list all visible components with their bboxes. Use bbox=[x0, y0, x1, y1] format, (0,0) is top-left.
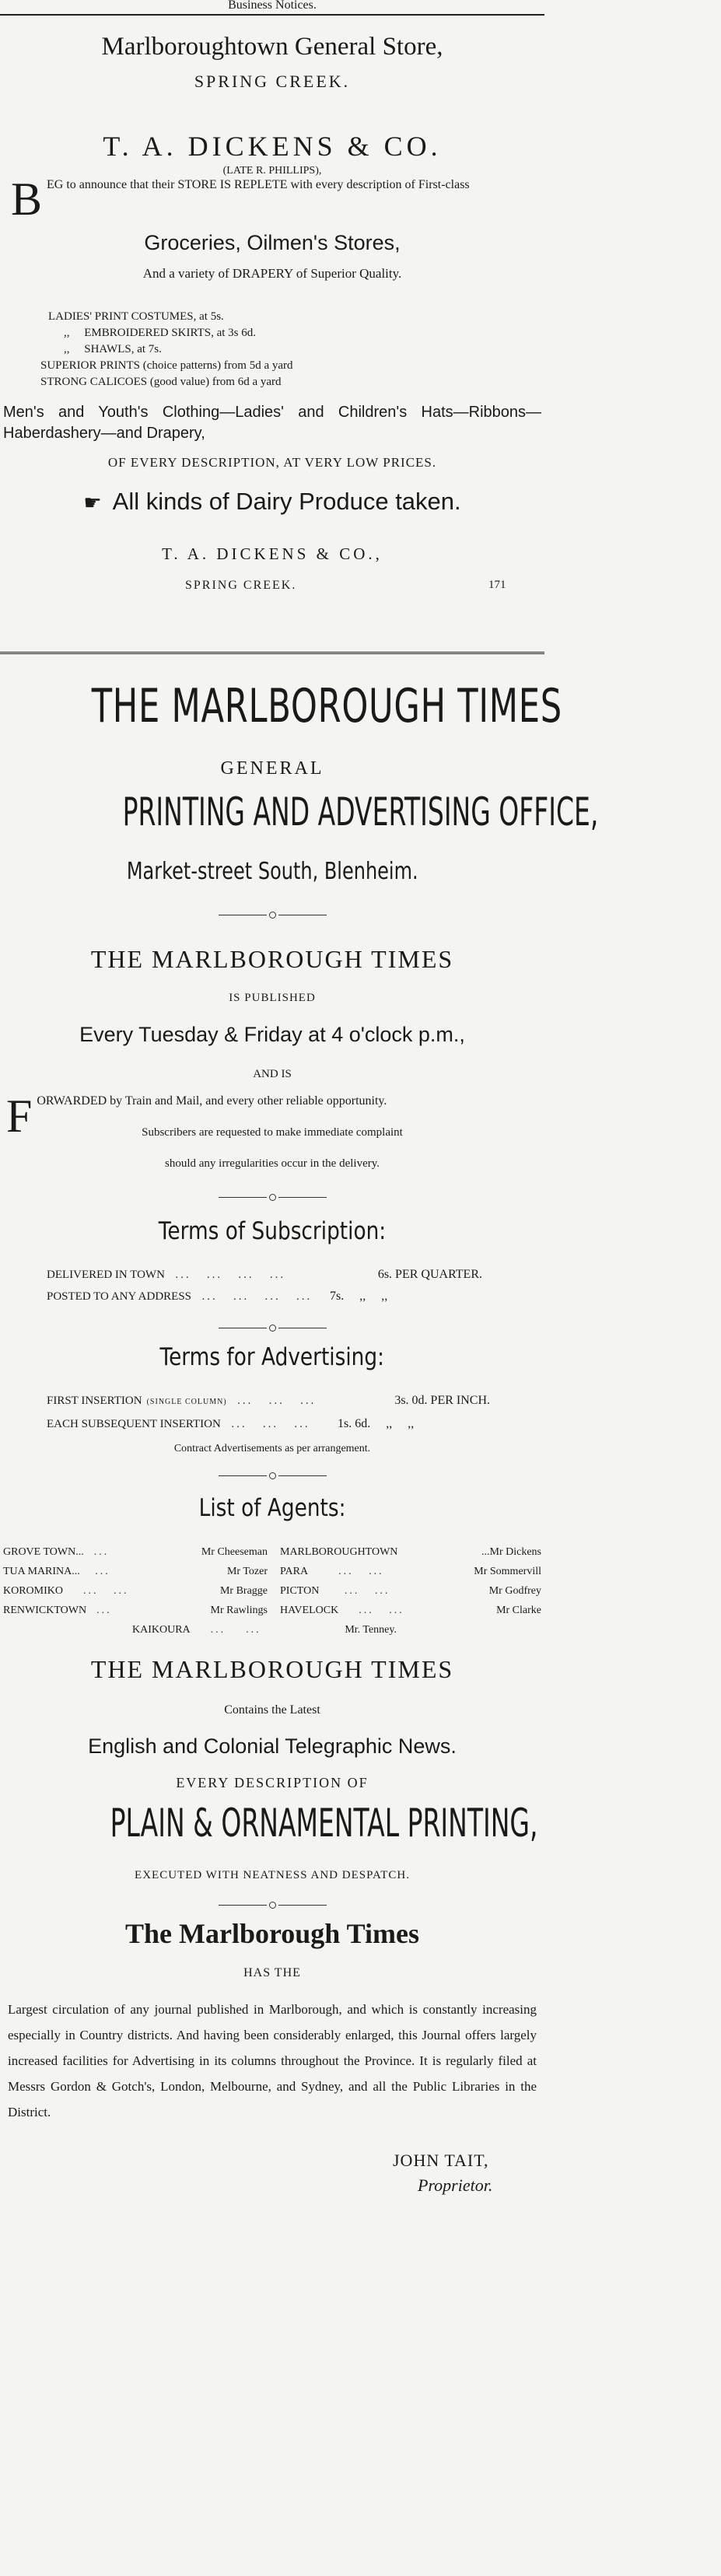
news-line: English and Colonial Telegraphic News. bbox=[88, 1734, 457, 1758]
times-title-2: THE MARLBOROUGH TIMES bbox=[90, 945, 454, 973]
times-advertisement bbox=[0, 657, 599, 2576]
dot-leader: ... ... ... ... bbox=[191, 1290, 313, 1303]
agents-heading: List of Agents: bbox=[198, 1494, 346, 1522]
advertising-row: FIRST INSERTION (SINGLE COLUMN) ... ... ... 3s. 0d. PER INCH. bbox=[47, 1390, 490, 1413]
times-title-3: THE MARLBOROUGH TIMES bbox=[90, 1655, 454, 1683]
advertising-table bbox=[47, 1390, 490, 1435]
dairy-text: All kinds of Dairy Produce taken. bbox=[112, 488, 461, 515]
section-header bbox=[0, 0, 544, 14]
agent-row: MARLBOROUGHTOWN ...Mr Dickens bbox=[280, 1546, 541, 1558]
price-item: STRONG CALICOES (good value) from 6d a yard bbox=[40, 376, 282, 388]
dot-leader: ... ... ... bbox=[226, 1395, 317, 1407]
forwarded-text: ORWARDED by Train and Mail, and every other reliable opportunity. bbox=[37, 1094, 387, 1108]
drop-cap-b: B bbox=[11, 173, 43, 225]
price-item: ,, SHAWLS, at 7s. bbox=[64, 343, 162, 355]
section-divider bbox=[0, 652, 544, 654]
subscription-heading: Terms of Subscription: bbox=[158, 1217, 387, 1245]
groceries-line: Groceries, Oilmen's Stores, bbox=[144, 231, 401, 254]
agent-row: TUA MARINA... ... Mr Tozer bbox=[3, 1566, 268, 1577]
agent-row: GROVE TOWN... ... Mr Cheeseman bbox=[3, 1546, 268, 1558]
intro-paragraph bbox=[11, 173, 540, 225]
ornament-divider bbox=[0, 1325, 544, 1332]
agents-left-column bbox=[3, 1542, 268, 1620]
general-label: GENERAL bbox=[220, 758, 324, 779]
advertising-heading: Terms for Advertising: bbox=[159, 1343, 385, 1371]
price-item: LADIES' PRINT COSTUMES, at 5s. bbox=[48, 310, 224, 323]
ornament-divider bbox=[0, 912, 544, 919]
dairy-line bbox=[0, 488, 544, 516]
signature-name: T. A. DICKENS & CO., bbox=[162, 544, 383, 563]
ornament-divider bbox=[0, 1472, 544, 1479]
every-description-label: EVERY DESCRIPTION OF bbox=[176, 1775, 369, 1790]
executed-line: EXECUTED WITH NEATNESS AND DESPATCH. bbox=[135, 1869, 410, 1881]
subscription-row: POSTED TO ANY ADDRESS ... ... ... ... 7s. ,, ,, bbox=[47, 1286, 482, 1307]
complaint-line-1: Subscribers are requested to make immediate complaint bbox=[142, 1126, 403, 1139]
agent-row: PICTON ... ... Mr Godfrey bbox=[280, 1585, 541, 1597]
printing-title: PLAIN & ORNAMENTAL PRINTING, bbox=[110, 1801, 538, 1846]
publication-schedule: Every Tuesday & Friday at 4 o'clock p.m., bbox=[79, 1023, 465, 1046]
intro-text: EG to announce that their STORE IS REPLETE with every description of First-class bbox=[47, 178, 470, 191]
agent-row-kaikoura: KAIKOURA ... ... Mr. Tenney. bbox=[132, 1624, 397, 1636]
top-rule bbox=[0, 14, 544, 16]
advertising-row: EACH SUBSEQUENT INSERTION ... ... ... 1s. 6d. ,, ,, bbox=[47, 1413, 490, 1435]
subscription-table bbox=[47, 1264, 482, 1307]
low-prices-line: OF EVERY DESCRIPTION, AT VERY LOW PRICES. bbox=[107, 455, 437, 470]
pointing-hand-icon: ☛ bbox=[83, 491, 102, 514]
store-name: Marlboroughtown General Store, bbox=[101, 33, 443, 61]
price-item: SUPERIOR PRINTS (choice patterns) from 5d a yard bbox=[40, 359, 293, 372]
dot-leader: ... ... ... bbox=[220, 1418, 310, 1430]
section-title: Business Notices. bbox=[228, 0, 317, 12]
has-the-label: HAS THE bbox=[243, 1966, 301, 1979]
office-title: PRINTING AND ADVERTISING OFFICE, bbox=[122, 789, 599, 835]
office-address: Market-street South, Blenheim. bbox=[126, 858, 418, 885]
drapery-line: And a variety of DRAPERY of Superior Quality. bbox=[142, 266, 402, 281]
ornament-divider bbox=[0, 1194, 544, 1201]
proprietor-name: T. A. DICKENS & CO. bbox=[103, 131, 442, 162]
signature-place: SPRING CREEK. bbox=[185, 579, 297, 592]
price-list bbox=[40, 309, 523, 390]
blackletter-title: The Marlborough Times bbox=[124, 1918, 420, 1949]
complaint-line-2: should any irregularities occur in the delivery. bbox=[164, 1157, 380, 1170]
contains-label: Contains the Latest bbox=[224, 1703, 320, 1717]
signatory-name: JOHN TAIT, bbox=[393, 2151, 489, 2170]
agent-row: KOROMIKO ... ... Mr Bragge bbox=[3, 1585, 268, 1597]
clothing-line: Men's and Youth's Clothing—Ladies' and Children's Hats—Ribbons—Haberdashery—and Drapery, bbox=[3, 404, 541, 442]
masthead: THE MARLBOROUGH TIMES bbox=[91, 679, 562, 733]
agent-row: RENWICKTOWN ... Mr Rawlings bbox=[3, 1605, 268, 1616]
dickens-advertisement bbox=[0, 17, 544, 655]
dot-leader: ... ... ... ... bbox=[164, 1269, 286, 1281]
circulation-paragraph: Largest circulation of any journal published in Marlborough, and which is constantly increasing especially in Country districts. And having been considerably enlarged, this Journal offers largely increased facilities for Advertising in its columns throughout the Province. It is regularly filed at Messrs Gordon & Gotch's, London, Melbourne, and Sydney, and all the Public Libraries in the District. bbox=[8, 2002, 537, 2119]
agent-row: PARA ... ... Mr Sommervill bbox=[280, 1566, 541, 1577]
late-owner: (LATE R. PHILLIPS), bbox=[222, 165, 322, 177]
ornament-divider bbox=[0, 1902, 544, 1909]
drop-cap-f: F bbox=[6, 1090, 33, 1142]
signatory-role: Proprietor. bbox=[418, 2175, 493, 2195]
subscription-row: DELIVERED IN TOWN ... ... ... ... 6s. PER QUARTER. bbox=[47, 1264, 482, 1286]
agent-row: HAVELOCK ... ... Mr Clarke bbox=[280, 1605, 541, 1616]
store-location: SPRING CREEK. bbox=[194, 72, 351, 91]
ad-number: 171 bbox=[488, 579, 506, 591]
contract-note: Contract Advertisements as per arrangement. bbox=[173, 1443, 371, 1454]
agents-right-column bbox=[280, 1542, 541, 1620]
price-item: ,, EMBROIDERED SKIRTS, at 3s 6d. bbox=[64, 327, 257, 339]
and-is-label: AND IS bbox=[253, 1068, 292, 1080]
is-published-label: IS PUBLISHED bbox=[229, 992, 316, 1004]
